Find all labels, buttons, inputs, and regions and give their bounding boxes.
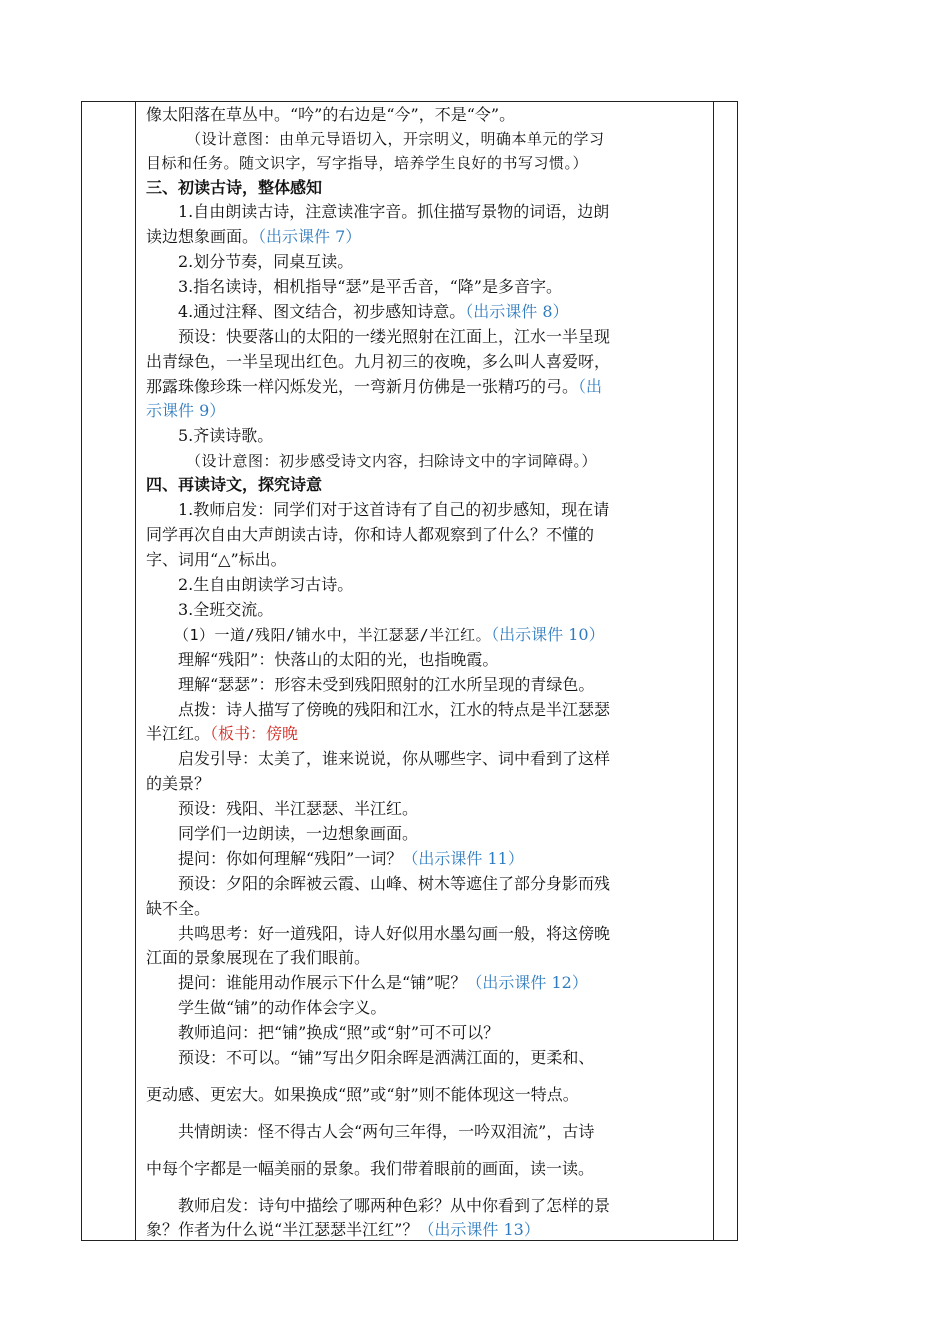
text-line (146, 226, 361, 248)
lesson-plan-table (81, 101, 738, 1241)
text-line: 教师启发：诗句中描绘了哪两种色彩？从中你看到了怎样的景 (178, 1196, 611, 1215)
text-line: 3.指名读诗，相机指导“瑟”是平舌音，“降”是多音字。 (178, 277, 562, 296)
text-line: 2.划分节奏，同桌互读。 (178, 252, 354, 271)
text-line: 预设：不可以。“铺”写出夕阳余晖是洒满江面的，更柔和、 (178, 1048, 595, 1067)
text-line: 启发引导：太美了，谁来说说，你从哪些字、词中看到了这样 (178, 749, 611, 768)
courseware-ref: （出示课件 11） (402, 849, 524, 868)
text-line: 点拨：诗人描写了傍晚的残阳和江水，江水的特点是半江瑟瑟 (178, 700, 611, 719)
text-line: 共鸣思考：好一道残阳，诗人好似用水墨勾画一般，将这傍晚 (178, 924, 611, 943)
text-line: 同学们一边朗读，一边想象画面。 (178, 824, 419, 843)
courseware-ref: （出示课件 8） (465, 302, 569, 321)
text-line: 出青绿色，一半呈现出红色。九月初三的夜晚，多么叫人喜爱呀， (146, 352, 611, 371)
text-span: 象？作者为什么说“半江瑟瑟半江红”？ (146, 1220, 419, 1239)
courseware-ref: （出示课件 13） (418, 1220, 540, 1239)
design-intent-note: 目标和任务。随文识字，写字指导，培养学生良好的书写习惯。） (146, 154, 589, 172)
text-span: 读边想象画面。 (146, 227, 259, 246)
courseware-ref: 示课件 9） (146, 401, 226, 420)
courseware-ref: （出示课件 12） (466, 973, 588, 992)
design-intent-note: （设计意图：初步感受诗文内容，扫除诗文中的字词障碍。） (186, 452, 598, 470)
text-span: 提问：你如何理解“残阳”一词？ (178, 849, 403, 868)
section-heading: 三、初读古诗，整体感知 (146, 178, 323, 197)
text-line (146, 848, 524, 870)
text-span: 4.通过注释、图文结合，初步感知诗意。 (178, 302, 466, 321)
text-line: 江面的景象展现在了我们眼前。 (146, 948, 371, 967)
text-line: 的美景？ (146, 774, 211, 793)
text-line (146, 1219, 540, 1241)
text-line: 1.教师启发：同学们对于这首诗有了自己的初步感知，现在请 (178, 500, 610, 519)
text-line (146, 376, 602, 398)
text-span: 半江红。 (146, 724, 211, 743)
design-intent-note: （设计意图：由单元导语切入，开宗明义，明确本单元的学习 (186, 130, 605, 148)
text-line: 学生做“铺”的动作体会字义。 (178, 998, 387, 1017)
section-heading: 四、再读诗文，探究诗意 (146, 475, 323, 494)
text-line: 像太阳落在草丛中。“吟”的右边是“今”，不是“令”。 (146, 105, 516, 124)
text-line: 教师追问：把“铺”换成“照”或“射”可不可以？ (178, 1023, 500, 1042)
text-line: 预设：夕阳的余晖被云霞、山峰、树木等遮住了部分身影而残 (178, 874, 611, 893)
text-line: 预设：残阳、半江瑟瑟、半江红。 (178, 799, 419, 818)
board-note: （板书：傍晚 (210, 724, 299, 743)
text-line: 3.全班交流。 (178, 600, 274, 619)
courseware-ref: （出示课件 10） (491, 625, 605, 644)
table-column-divider-left (135, 102, 136, 1240)
text-line: 5.齐读诗歌。 (178, 426, 274, 445)
text-line (146, 723, 298, 745)
text-line: 1.自由朗读古诗，注意读准字音。抓住描写景物的词语，边朗 (178, 202, 610, 221)
text-line: 同学再次自由大声朗读古诗，你和诗人都观察到了什么？不懂的 (146, 525, 595, 544)
courseware-ref: （出 (578, 377, 603, 396)
text-line: 预设：快要落山的太阳的一缕光照射在江面上，江水一半呈现 (178, 327, 611, 346)
text-line: 中每个字都是一幅美丽的景象。我们带着眼前的画面，读一读。 (146, 1159, 595, 1178)
text-span: 那露珠像珍珠一样闪烁发光，一弯新月仿佛是一张精巧的弓。 (146, 377, 579, 396)
text-line: 更动感、更宏大。如果换成“照”或“射”则不能体现这一特点。 (146, 1085, 579, 1104)
text-span: 提问：谁能用动作展示下什么是“铺”呢？ (178, 973, 467, 992)
text-line: 理解“瑟瑟”：形容未受到残阳照射的江水所呈现的青绿色。 (178, 675, 595, 694)
text-line: 字、词用“△”标出。 (146, 550, 287, 569)
text-line (146, 301, 569, 323)
table-column-divider-right (713, 102, 714, 1240)
text-line: 理解“残阳”：快落山的太阳的光，也指晚霞。 (178, 650, 499, 669)
text-line: 2.生自由朗读学习古诗。 (178, 575, 354, 594)
courseware-ref: （出示课件 7） (258, 227, 362, 246)
text-line (146, 624, 605, 646)
text-line: 缺不全。 (146, 899, 211, 918)
text-span: （1）一道/残阳/铺水中，半江瑟瑟/半江红。 (174, 626, 492, 644)
text-line: 共情朗读：怪不得古人会“两句三年得，一吟双泪流”，古诗 (178, 1122, 595, 1141)
text-line (146, 972, 588, 994)
